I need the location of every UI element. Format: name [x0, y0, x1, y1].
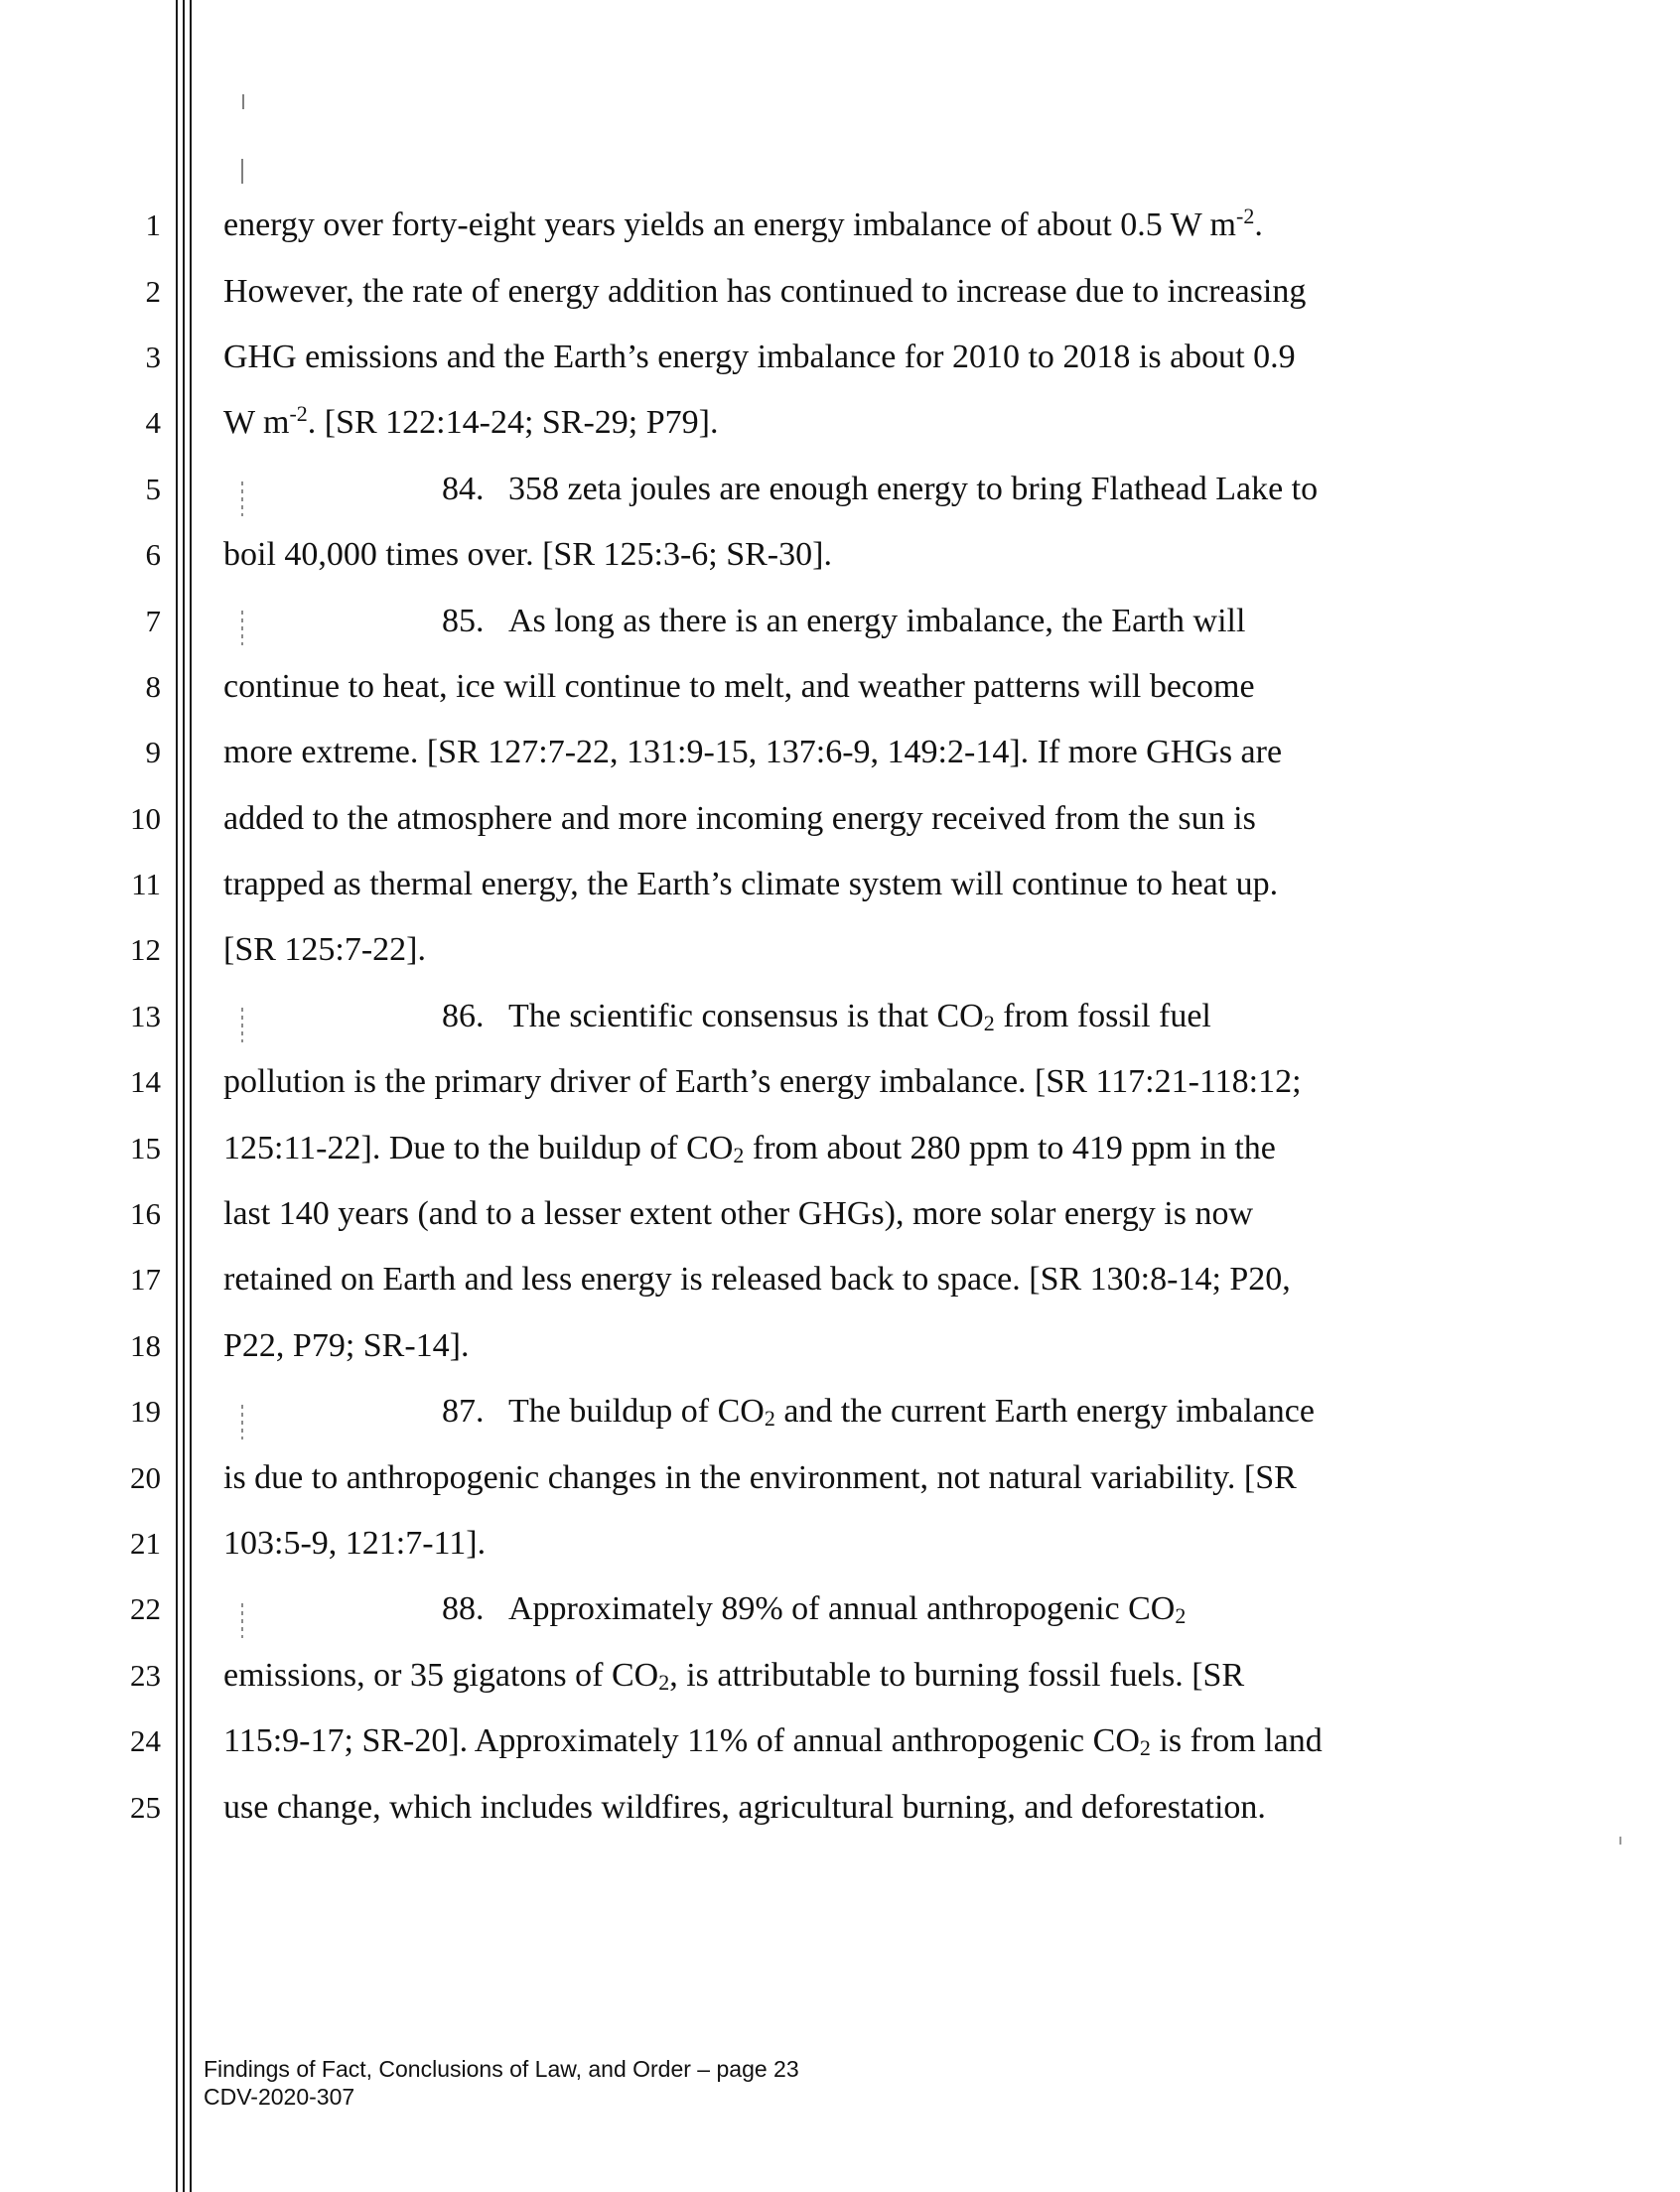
line-number: 1: [145, 207, 161, 242]
line-number: 8: [145, 669, 161, 704]
paragraph-number: 86.: [442, 998, 485, 1034]
line-number: 2: [145, 274, 161, 309]
text-line-8: continue to heat, ice will continue to melt, and weather patterns will become: [223, 668, 1255, 705]
text-line-12: [SR 125:7-22].: [223, 931, 426, 968]
line-number: 15: [130, 1131, 161, 1165]
text-line-16: last 140 years (and to a lesser extent other GHGs), more solar energy is now: [223, 1195, 1254, 1232]
margin-rule-2: [183, 0, 185, 2192]
text-line-3: GHG emissions and the Earth’s energy imbalance for 2010 to 2018 is about 0.9: [223, 339, 1296, 375]
line-number: 10: [130, 801, 161, 836]
footer-case-number: CDV-2020-307: [204, 2084, 355, 2110]
line-number: 16: [130, 1196, 161, 1231]
line-number: 9: [145, 735, 161, 769]
line-number: 21: [130, 1526, 161, 1561]
text-line-4: W $m^{-2}$. [SR 122:14-24; SR-29; P79].: [223, 401, 719, 441]
line-number: 20: [130, 1460, 161, 1495]
footer-title: Findings of Fact, Conclusions of Law, and Order – page 23: [204, 2056, 799, 2082]
line-number: 18: [130, 1328, 161, 1363]
text-line-25: use change, which includes wildfires, agricultural burning, and deforestation.: [223, 1789, 1266, 1826]
margin-rule-1: [176, 0, 178, 2192]
line-number: 3: [145, 340, 161, 374]
paragraph-86-first-line: 86. The scientific consensus is that $CO_2$ from fossil fuel: [442, 998, 1211, 1035]
text-line-15: 125:11-22]. Due to the buildup of $CO_2$ from about 280 ppm to 419 ppm in the: [223, 1130, 1276, 1167]
text-line-2: However, the rate of energy addition has continued to increase due to increasing: [223, 273, 1307, 310]
line-number: 19: [130, 1394, 161, 1429]
text-line-21: 103:5-9, 121:7-11].: [223, 1525, 487, 1562]
text-line-14: pollution is the primary driver of Earth’s energy imbalance. [SR 117:21-118:12;: [223, 1063, 1302, 1100]
line-number: 7: [145, 604, 161, 638]
text-line-11: trapped as thermal energy, the Earth’s climate system will continue to heat up.: [223, 866, 1279, 902]
line-number: 12: [130, 932, 161, 967]
line-number: 6: [145, 537, 161, 572]
document-body: [223, 0, 1514, 2192]
line-number: 11: [131, 867, 161, 901]
line-number: 25: [130, 1790, 161, 1825]
text-line-1: energy over forty-eight years yields an energy imbalance of about 0.5 W $m^{-2}$.: [223, 204, 1263, 243]
text-line-24: 115:9-17; SR-20]. Approximately 11% of annual anthropogenic $CO_2$ is from land: [223, 1722, 1323, 1760]
line-number: 22: [130, 1591, 161, 1626]
line-number: 4: [145, 405, 161, 440]
line-number: 5: [145, 472, 161, 506]
paragraph-87-first-line: 87. The buildup of $CO_2$ and the current Earth energy imbalance: [442, 1393, 1315, 1431]
paragraph-84-first-line: 84. 358 zeta joules are enough energy to bring Flathead Lake to: [442, 471, 1319, 507]
text-line-23: emissions, or 35 gigatons of $CO_2$, is attributable to burning fossil fuels. [SR: [223, 1657, 1245, 1695]
margin-rule-3: [190, 0, 192, 2192]
text-line-17: retained on Earth and less energy is released back to space. [SR 130:8-14; P20,: [223, 1261, 1291, 1298]
line-number-column: [0, 0, 169, 2192]
paragraph-number: 85.: [442, 603, 485, 639]
line-number: 24: [130, 1723, 161, 1758]
paragraph-number: 88.: [442, 1590, 485, 1627]
paragraph-88-first-line: 88. Approximately 89% of annual anthropogenic $CO_2$: [442, 1590, 1187, 1628]
text-line-9: more extreme. [SR 127:7-22, 131:9-15, 137:6-9, 149:2-14]. If more GHGs are: [223, 734, 1283, 770]
text-line-6: boil 40,000 times over. [SR 125:3-6; SR-30].: [223, 536, 832, 573]
text-line-10: added to the atmosphere and more incoming energy received from the sun is: [223, 800, 1256, 837]
line-number: 17: [130, 1262, 161, 1297]
text-line-18: P22, P79; SR-14].: [223, 1327, 470, 1364]
line-number: 14: [130, 1064, 161, 1099]
paragraph-85-first-line: 85. As long as there is an energy imbalance, the Earth will: [442, 603, 1246, 639]
text-line-20: is due to anthropogenic changes in the environment, not natural variability. [SR: [223, 1459, 1297, 1496]
paragraph-number: 84.: [442, 471, 485, 507]
line-number: 13: [130, 999, 161, 1033]
paragraph-number: 87.: [442, 1393, 485, 1430]
line-number: 23: [130, 1658, 161, 1693]
